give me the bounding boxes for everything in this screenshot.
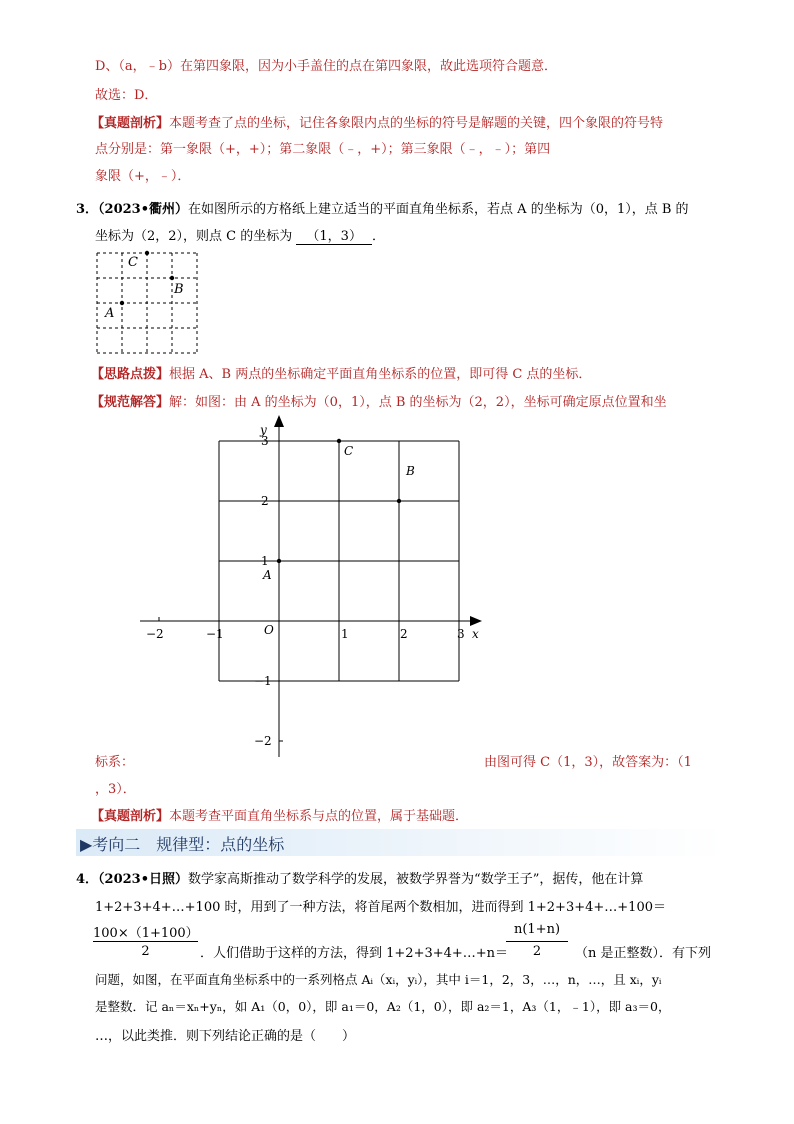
fraction-sum-n [506, 922, 568, 962]
point-a-label: A [263, 568, 272, 582]
x-tick-label: 2 [400, 627, 408, 641]
y-tick-label: 3 [261, 434, 269, 448]
hint-tag: 【思路点拨】 [91, 367, 170, 382]
label-a: A [105, 306, 115, 321]
fraction-numerator: n(1+n) [513, 922, 561, 937]
fraction-numerator: 100×（1+100） [93, 926, 199, 941]
question-text: ． [371, 229, 385, 244]
analysis-line-2: 点分别是：第一象限（+，+）；第二象限（﹣，+）；第三象限（﹣，﹣）；第四 [95, 142, 551, 157]
point-b-dot [397, 499, 401, 503]
x-tick-label: −1 [206, 627, 224, 641]
point-b-dot [170, 276, 174, 280]
question-text: 在如图所示的方格纸上建立适当的平面直角坐标系，若点 A 的坐标为（0，1），点 B 的 [188, 202, 689, 217]
y-axis-label: y [260, 423, 267, 437]
fraction-gauss [93, 922, 198, 962]
line-option-d: D、（a，﹣b）在第四象限，因为小手盖住的点在第四象限，故此选项符合题意． [95, 59, 557, 74]
point-c-dot [337, 439, 341, 443]
analysis-line [91, 805, 468, 824]
question-number: 4． [76, 872, 99, 887]
question-4-line-2: 1+2+3+4+…+100 时，用到了一种方法，将首尾两个数相加，进而得到 1+2+3+4+…+100＝ [95, 900, 666, 915]
question-3-line-1 [76, 198, 689, 217]
hint-line [91, 363, 591, 382]
y-tick-label: 2 [261, 494, 269, 508]
question-4-line-5: 是整数．记 aₙ＝xₙ+yₙ，如 A₁（0，0），即 a₁＝0，A₂（1，0），即 a₂＝1，A₃（1，﹣1），即 a₃＝0， [95, 999, 671, 1014]
hint-text: 根据 A、B 两点的坐标确定平面直角坐标系的位置，即可得 C 点的坐标． [169, 367, 592, 382]
question-3-line-2 [95, 225, 385, 245]
fraction-denominator: 2 [141, 944, 150, 959]
fraction-denominator: 2 [532, 944, 542, 959]
x-tick-label: −2 [146, 627, 164, 641]
y-tick-label: −1 [254, 674, 272, 688]
x-axis-label: x [472, 627, 479, 641]
analysis-text: 本题考查平面直角坐标系与点的位置，属于基础题． [169, 809, 469, 824]
point-b-label: B [406, 464, 415, 478]
question-source: （2023•衢州） [98, 202, 189, 217]
origin-label: O [264, 623, 274, 637]
solution-line [91, 391, 667, 410]
x-tick-label: 3 [457, 627, 465, 641]
coordinate-figure [130, 412, 510, 762]
question-4-line-1 [76, 868, 643, 887]
y-axis-arrow [274, 415, 284, 427]
section-header [76, 829, 726, 856]
solution-left-text: 标系： [95, 755, 135, 770]
point-c-dot [145, 251, 149, 255]
question-source: （2023•日照） [98, 872, 189, 887]
analysis-tag: 【真题剖析】 [91, 116, 170, 131]
question-4-line-6: …，以此类推．则下列结论正确的是（ ） [95, 1029, 356, 1044]
question-number: 3． [76, 202, 99, 217]
label-c: C [128, 255, 138, 270]
small-grid-figure [90, 245, 205, 357]
answer-blank: （1，3） [296, 225, 372, 245]
solution-text: 解：如图：由 A 的坐标为（0，1），点 B 的坐标为（2，2），坐标可确定原点位置和坐 [169, 395, 667, 410]
x-tick-label: 1 [341, 627, 349, 641]
point-a-dot [120, 301, 124, 305]
section-title: ▶考向二 规律型：点的坐标 [80, 835, 285, 854]
analysis-tag: 【真题剖析】 [91, 809, 170, 824]
solution-tag: 【规范解答】 [91, 395, 170, 410]
analysis-text: 本题考查了点的坐标，记住各象限内点的坐标的符号是解题的关键，四个象限的符号特 [169, 116, 664, 131]
analysis-line-1 [91, 112, 663, 131]
question-4-line-4: 问题，如图，在平面直角坐标系中的一系列格点 Aᵢ（xᵢ，yᵢ），其中 i＝1，2，3，…，n，…，且 xᵢ，yᵢ [95, 972, 662, 987]
point-c-label: C [344, 444, 354, 458]
label-b: B [174, 282, 184, 297]
question-text: 坐标为（2，2），则点 C 的坐标为 [95, 229, 293, 244]
question-4-line-3b: （n 是正整数）．有下列 [575, 946, 712, 961]
line-choose: 故选：D． [95, 88, 158, 103]
question-4-line-3a: ．人们借助于这样的方法，得到 1+2+3+4+…+n＝ [200, 946, 509, 961]
solution-end-text: ，3）． [95, 782, 136, 797]
question-text: 数学家高斯推动了数学科学的发展，被数学界誉为“数学王子”，据传，他在计算 [188, 872, 644, 887]
y-tick-label: −2 [254, 734, 272, 748]
x-axis-arrow [470, 616, 482, 626]
y-tick-label: 1 [261, 554, 269, 568]
point-a-dot [277, 559, 281, 563]
analysis-line-3: 象限（+，﹣）． [95, 169, 191, 184]
solution-right-text: 由图可得 C（1，3），故答案为：（1 [484, 755, 692, 770]
